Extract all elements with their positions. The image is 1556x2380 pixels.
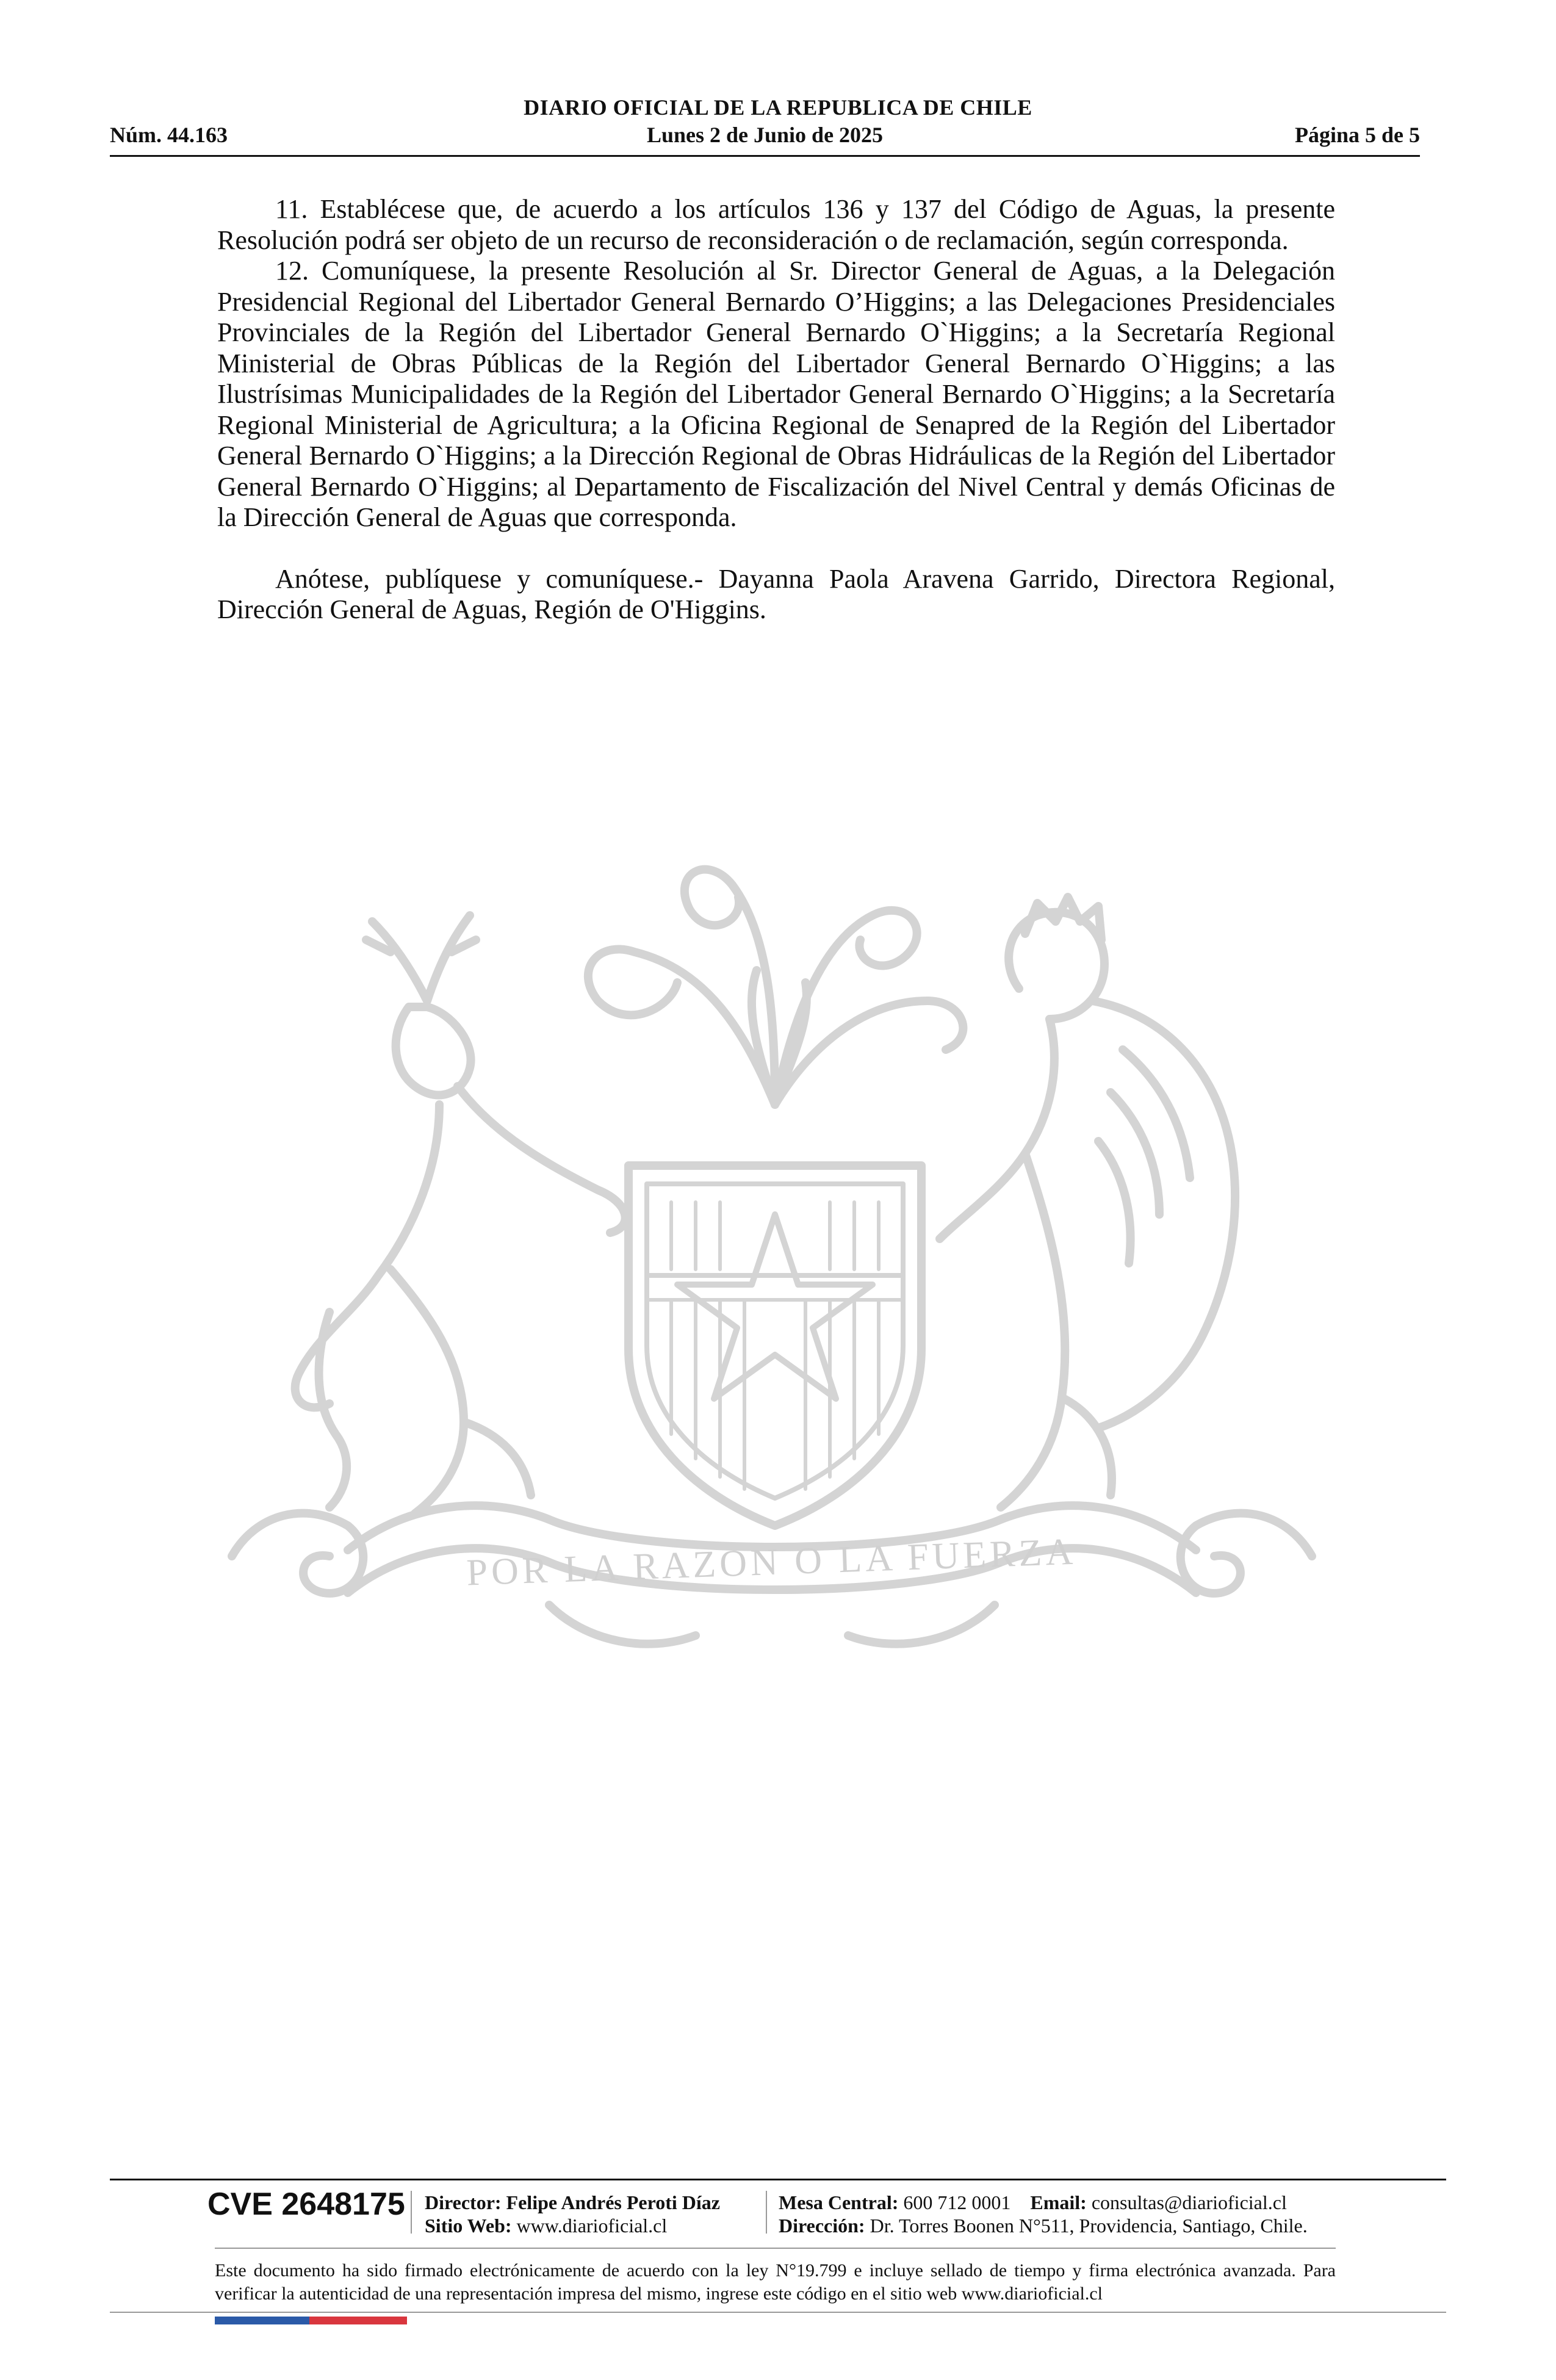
page-number: Página 5 de 5 — [1294, 123, 1420, 147]
phone-number: 600 712 0001 — [903, 2191, 1011, 2213]
address-label: Dirección: — [779, 2215, 865, 2237]
flag-stripe-red — [309, 2317, 407, 2324]
website-label: Sitio Web: — [425, 2215, 512, 2237]
paragraph-11: 11. Establécese que, de acuerdo a los artículos 136 y 137 del Código de Aguas, la presente Resolución podrá ser objeto de un recurso de reconsideración o de reclamación, según corresponda. — [217, 194, 1335, 255]
newspaper-title: DIARIO OFICIAL DE LA REPUBLICA DE CHILE — [524, 95, 1032, 120]
header-row — [110, 122, 1420, 150]
director-name: Felipe Andrés Peroti Díaz — [506, 2191, 720, 2213]
document-body — [217, 194, 1335, 626]
header-divider — [110, 155, 1420, 157]
director-label: Director: — [425, 2191, 502, 2213]
signature-disclaimer: Este documento ha sido firmado electrónicamente de acuerdo con la ley N°19.799 e incluye sellado de tiempo y firma electrónica avanzada. Para verificar la autenticidad de una representación impresa del mismo, ingrese este código en el sitio web www.diarioficial.cl — [215, 2260, 1336, 2304]
flag-stripe-blue — [215, 2317, 309, 2324]
footer-separator — [766, 2191, 767, 2234]
footer-director-block — [425, 2191, 720, 2237]
footer-top-rule — [110, 2179, 1446, 2180]
issue-date: Lunes 2 de Junio de 2025 — [646, 123, 884, 147]
cve-code: CVE 2648175 — [207, 2187, 405, 2222]
shield-star — [677, 1214, 873, 1399]
issue-number: Núm. 44.163 — [110, 123, 228, 147]
plume-crest — [588, 870, 963, 1105]
huemul-figure — [295, 915, 625, 1513]
address-text: Dr. Torres Boonen N°511, Providencia, Santiago, Chile. — [870, 2215, 1308, 2237]
coat-of-arms-watermark — [207, 848, 1336, 1678]
footer-separator — [411, 2191, 412, 2234]
footer-mid-rule — [215, 2248, 1336, 2249]
website-link[interactable]: www.diarioficial.cl — [516, 2215, 668, 2237]
email-link[interactable]: consultas@diarioficial.cl — [1091, 2191, 1287, 2213]
condor-figure — [940, 897, 1235, 1507]
footer-contact-block — [779, 2191, 1308, 2237]
email-label: Email: — [1030, 2191, 1087, 2213]
footer-bottom-rule — [110, 2312, 1446, 2313]
motto-text: POR LA RAZON O LA FUERZA — [466, 1531, 1078, 1594]
closing-signature-paragraph: Anótese, publíquese y comuníquese.- Dayanna Paola Aravena Garrido, Directora Regional, Dirección General de Aguas, Región de O'Higgins. — [217, 563, 1335, 624]
paragraph-12: 12. Comuníquese, la presente Resolución al Sr. Director General de Aguas, a la Delegación Presidencial Regional del Libertador General Bernardo O’Higgins; a las Delegaciones Presidenciales Provinciales de la Región del Libertador General Bernardo O`Higgins; a la Secretaría Regional Ministerial de Obras Públicas de la Región del Libertador General Bernardo O`Higgins; a las Ilustrísimas Municipalidades de la Región del Libertador General Bernardo O`Higgins; a la Secretaría Regional Ministerial de Agricultura; a la Oficina Regional de Senapred de la Región del Libertador General Bernardo O`Higgins; a la Dirección Regional de Obras Hidráulicas de la Región del Libertador General Bernardo O`Higgins; al Departamento de Fiscalización del Nivel Central y demás Oficinas de la Dirección General de Aguas que corresponda. — [217, 256, 1335, 532]
phone-label: Mesa Central: — [779, 2191, 899, 2213]
